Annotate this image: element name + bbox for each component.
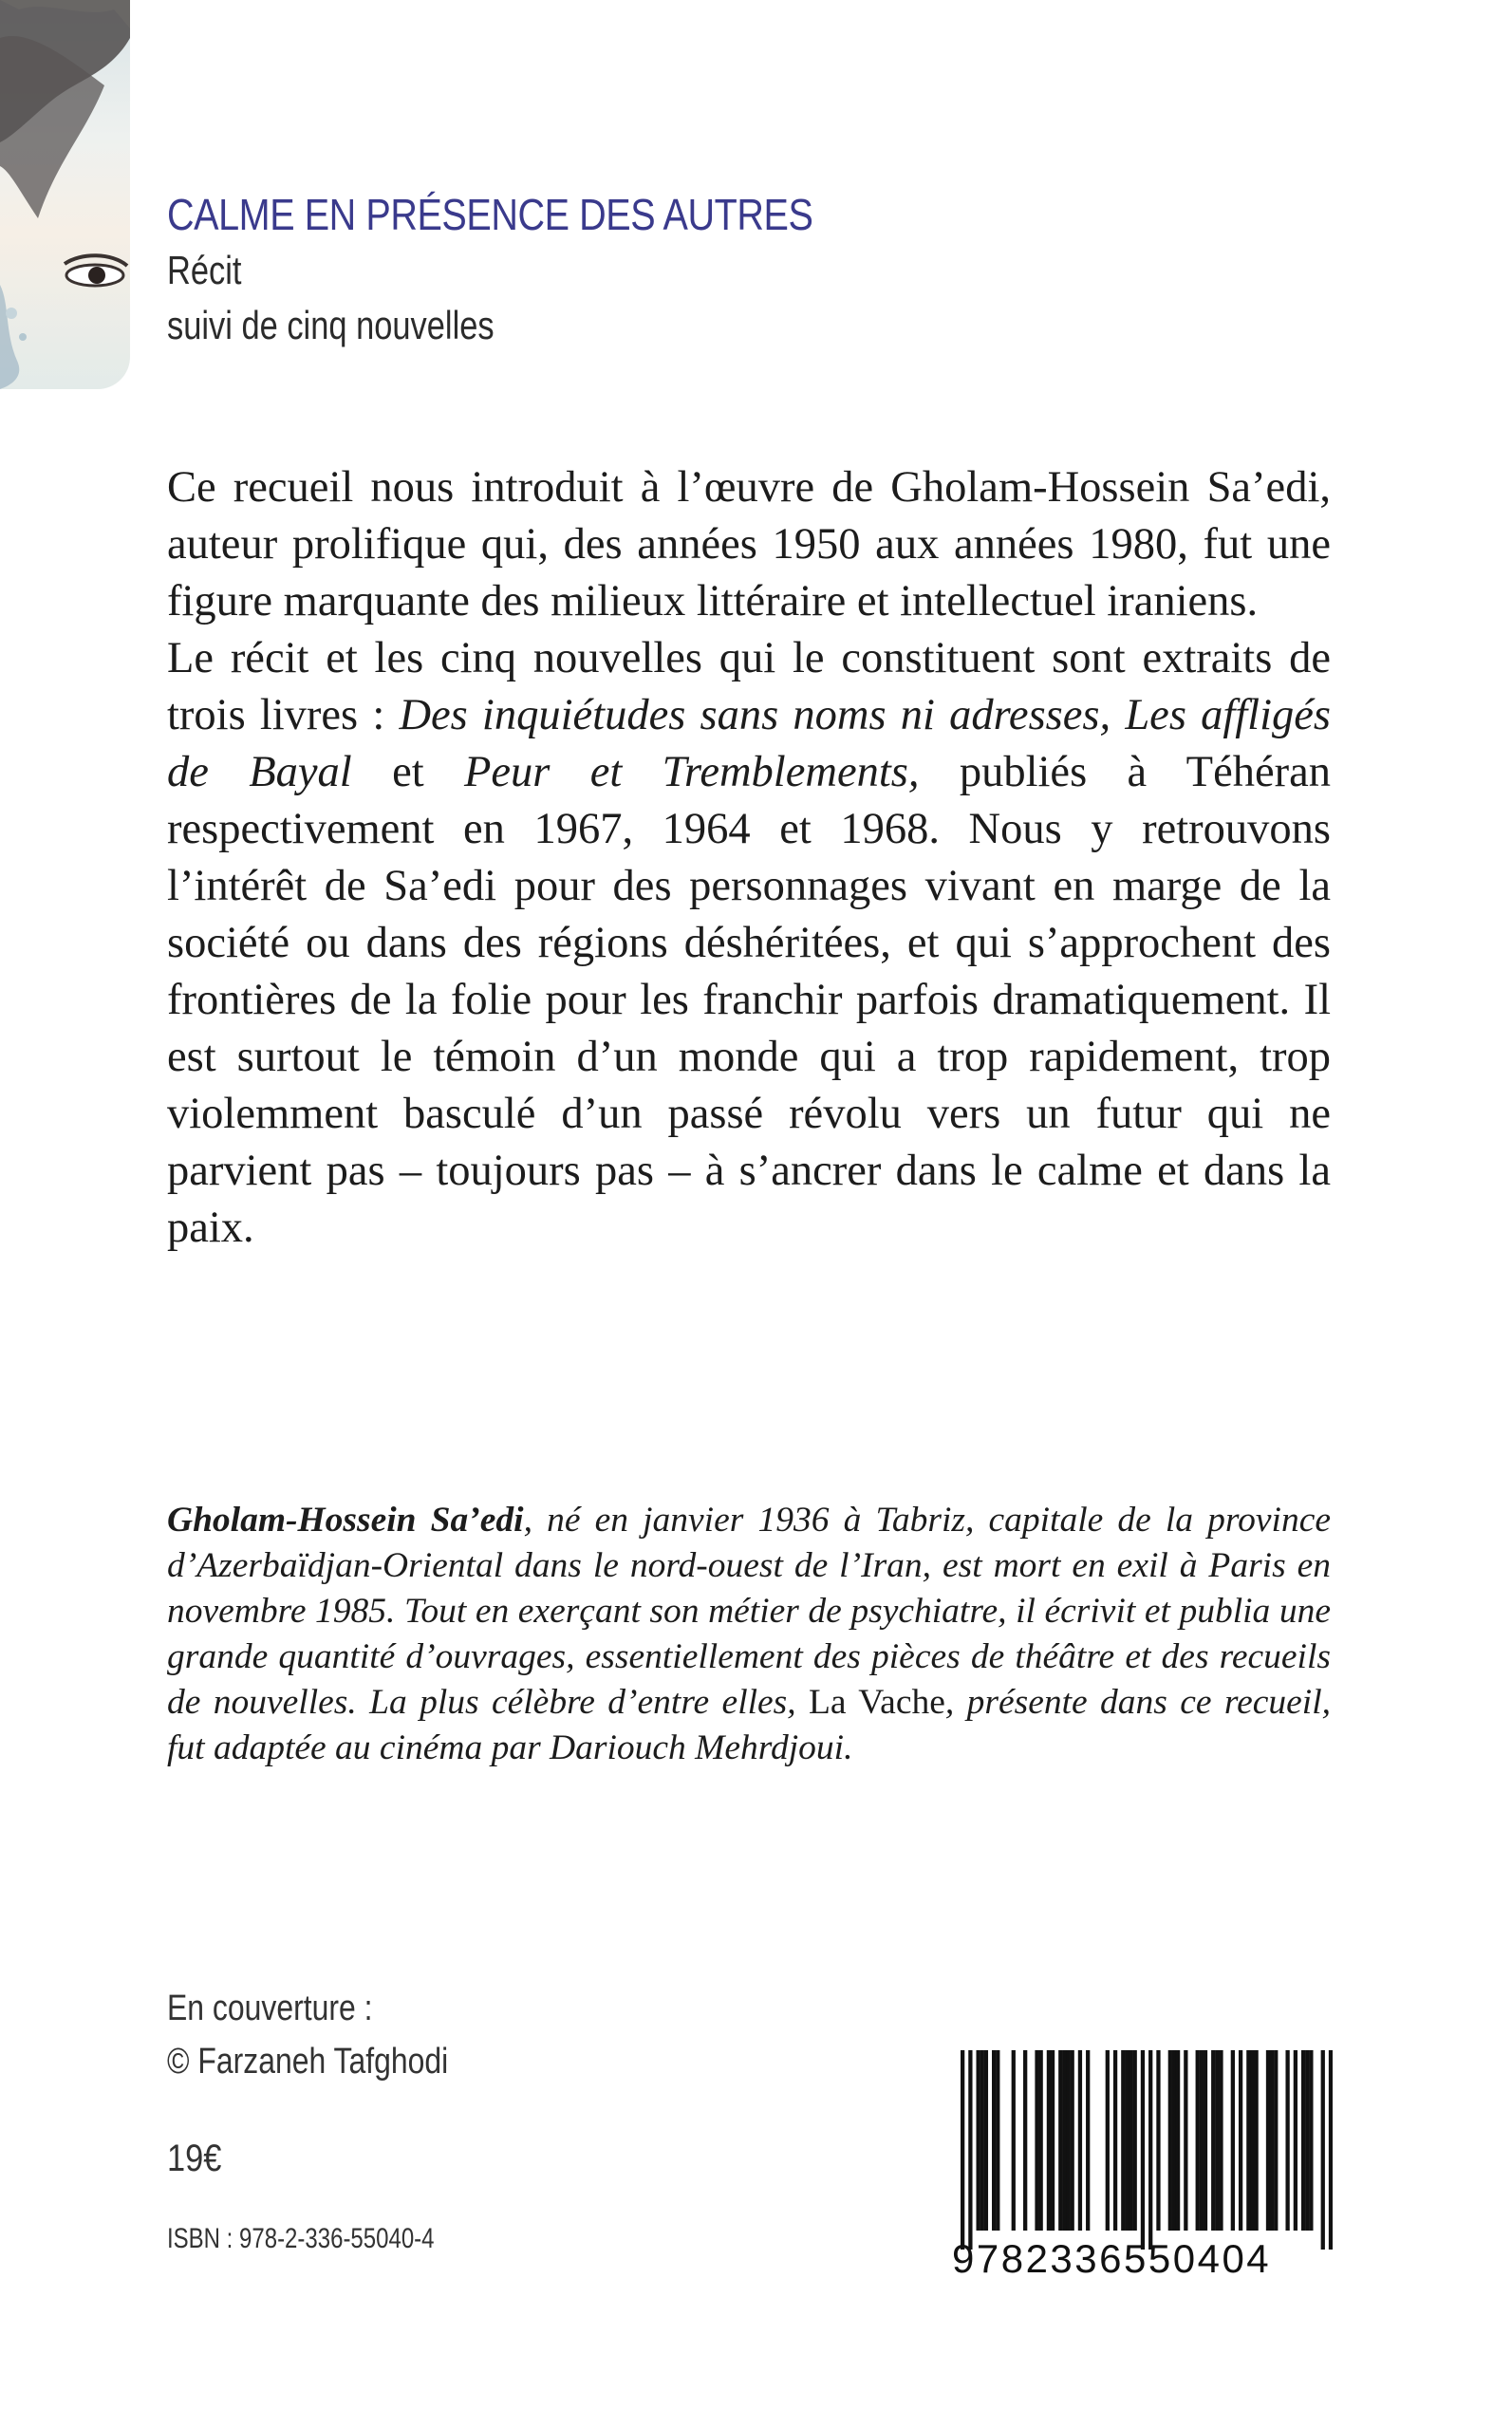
- barcode-bar: [984, 2050, 988, 2231]
- barcode-bar: [1062, 2050, 1066, 2231]
- author-name: Gholam-Hossein Sa’edi: [167, 1501, 524, 1540]
- barcode-bar: [1211, 2050, 1215, 2231]
- summary-paragraph-2: [167, 630, 1331, 1257]
- barcode-bar: [1066, 2050, 1070, 2231]
- biography-paragraph: [167, 1498, 1331, 1771]
- barcode-bar: [1176, 2050, 1180, 2231]
- barcode-bar: [1329, 2050, 1333, 2250]
- barcode-bar: [1106, 2050, 1110, 2231]
- barcode-bar: [1129, 2050, 1132, 2231]
- summary-text: Le récit et les cinq nouvelles qui le constituent sont extraits de trois livres :: [167, 634, 1331, 739]
- book-reference: Peur et Tremblements,: [464, 748, 920, 796]
- barcode-bar: [1148, 2050, 1152, 2250]
- barcode-bar: [1305, 2050, 1309, 2231]
- barcode-bar: [977, 2050, 980, 2231]
- summary-text: publiés à Téhéran respectivement en 1967, 1964 et 1968. Nous y retrouvons l’intérêt de Sa’edi pour des personnages vivant en marge de la société ou dans des régions déshéritées, et qui s’approchent des frontières de la folie pour les franchir parfois dramatiquement. Il est surtout le témoin d’un monde qui a trop rapidement, trop violemment basculé d’un passé révolu vers un futur qui ne parvient pas – toujours pas – à s’ancrer dans le calme et dans la paix.: [167, 748, 1331, 1252]
- barcode-bar: [992, 2050, 996, 2231]
- book-title: CALME EN PRÉSENCE DES AUTRES: [167, 190, 813, 239]
- barcode-bar: [996, 2050, 999, 2231]
- summary-text: et: [351, 748, 464, 796]
- cover-illustration: [0, 0, 130, 389]
- barcode-bar: [968, 2050, 972, 2250]
- author-biography: [167, 1498, 1331, 1771]
- barcode-bar: [1086, 2050, 1090, 2231]
- barcode-bar: [1047, 2050, 1051, 2231]
- barcode-bar: [961, 2050, 964, 2250]
- credit-artist: © Farzaneh Tafghodi: [167, 2042, 449, 2082]
- barcode-bar: [1172, 2050, 1176, 2231]
- barcode-bar: [1301, 2050, 1305, 2231]
- barcode-bar: [1246, 2050, 1250, 2231]
- book-reference: Des inquiétudes sans noms ni adresses,: [399, 691, 1111, 739]
- barcode-bar: [1039, 2050, 1043, 2231]
- barcode-bar: [1200, 2050, 1204, 2231]
- biography-text: , né en janvier 1936 à Tabriz, capitale de la province d’Azerbaïdjan-Oriental dans le nord-ouest de l’Iran, est mort en exil à Paris en novembre 1985. Tout en exerçant son métier de psychiatre, il écrivit et publia une grande quantité d’ouvrages, essentiellement des pièces de théâtre et des recueils de nouvelles. La plus célèbre d’entre elles,: [167, 1501, 1331, 1722]
- book-subtitle: suivi de cinq nouvelles: [167, 303, 495, 347]
- barcode-bar: [1321, 2050, 1325, 2250]
- book-reference: Les affligés de Bayal: [167, 691, 1331, 796]
- barcode-bar: [1204, 2050, 1207, 2231]
- barcode-bar: [1231, 2050, 1235, 2231]
- barcode-bar: [1071, 2050, 1074, 2231]
- barcode-bar: [1309, 2050, 1313, 2231]
- isbn: ISBN : 978-2-336-55040-4: [167, 2223, 435, 2254]
- credit-label: En couverture :: [167, 1989, 373, 2028]
- barcode-bar: [1274, 2050, 1278, 2231]
- barcode-bar: [1078, 2050, 1082, 2231]
- barcode-bar: [1239, 2050, 1242, 2231]
- barcode-bar: [1266, 2050, 1270, 2231]
- barcode-bar: [1294, 2050, 1297, 2231]
- barcode: [961, 2050, 1333, 2250]
- barcode-bar: [1133, 2050, 1137, 2231]
- barcode-digits: 9782336550404: [952, 2236, 1272, 2281]
- barcode-bar: [1285, 2050, 1289, 2231]
- work-title: La Vache: [809, 1683, 945, 1722]
- cover-image-fragment: [0, 0, 130, 389]
- barcode-bar: [1156, 2050, 1160, 2231]
- cover-credit: [167, 1982, 502, 2088]
- barcode-bar: [1141, 2050, 1145, 2250]
- barcode-bar: [1058, 2050, 1062, 2231]
- barcode-bar: [1270, 2050, 1274, 2231]
- barcode-bar: [1113, 2050, 1117, 2231]
- barcode-bar: [1168, 2050, 1172, 2231]
- barcode-bar: [1051, 2050, 1055, 2231]
- barcode-bar: [1196, 2050, 1200, 2231]
- barcode-bar: [1184, 2050, 1187, 2231]
- summary-paragraph-1: Ce recueil nous introduit à l’œuvre de Gholam-Hossein Sa’edi, auteur prolifique qui, des années 1950 aux années 1980, fut une figure marquante des milieux littéraire et intellectuel iraniens.: [167, 463, 1331, 626]
- barcode-bar: [1121, 2050, 1125, 2231]
- book-header: [167, 186, 918, 353]
- barcode-bar: [1125, 2050, 1129, 2231]
- book-summary: [167, 459, 1331, 1257]
- barcode-bar: [1254, 2050, 1258, 2231]
- barcode-bar: [980, 2050, 984, 2231]
- barcode-bar: [1012, 2050, 1016, 2231]
- book-genre: Récit: [167, 248, 242, 292]
- price: 19€: [167, 2138, 222, 2179]
- biography-text: , présente dans ce recueil, fut adaptée au cinéma par Dariouch Mehrdjoui.: [167, 1683, 1331, 1767]
- barcode-bars: [961, 2050, 1333, 2250]
- barcode-bar: [1215, 2050, 1219, 2231]
- barcode-bar: [1219, 2050, 1223, 2231]
- barcode-bar: [1250, 2050, 1254, 2231]
- barcode-bar: [1035, 2050, 1038, 2231]
- barcode-bar: [1023, 2050, 1027, 2231]
